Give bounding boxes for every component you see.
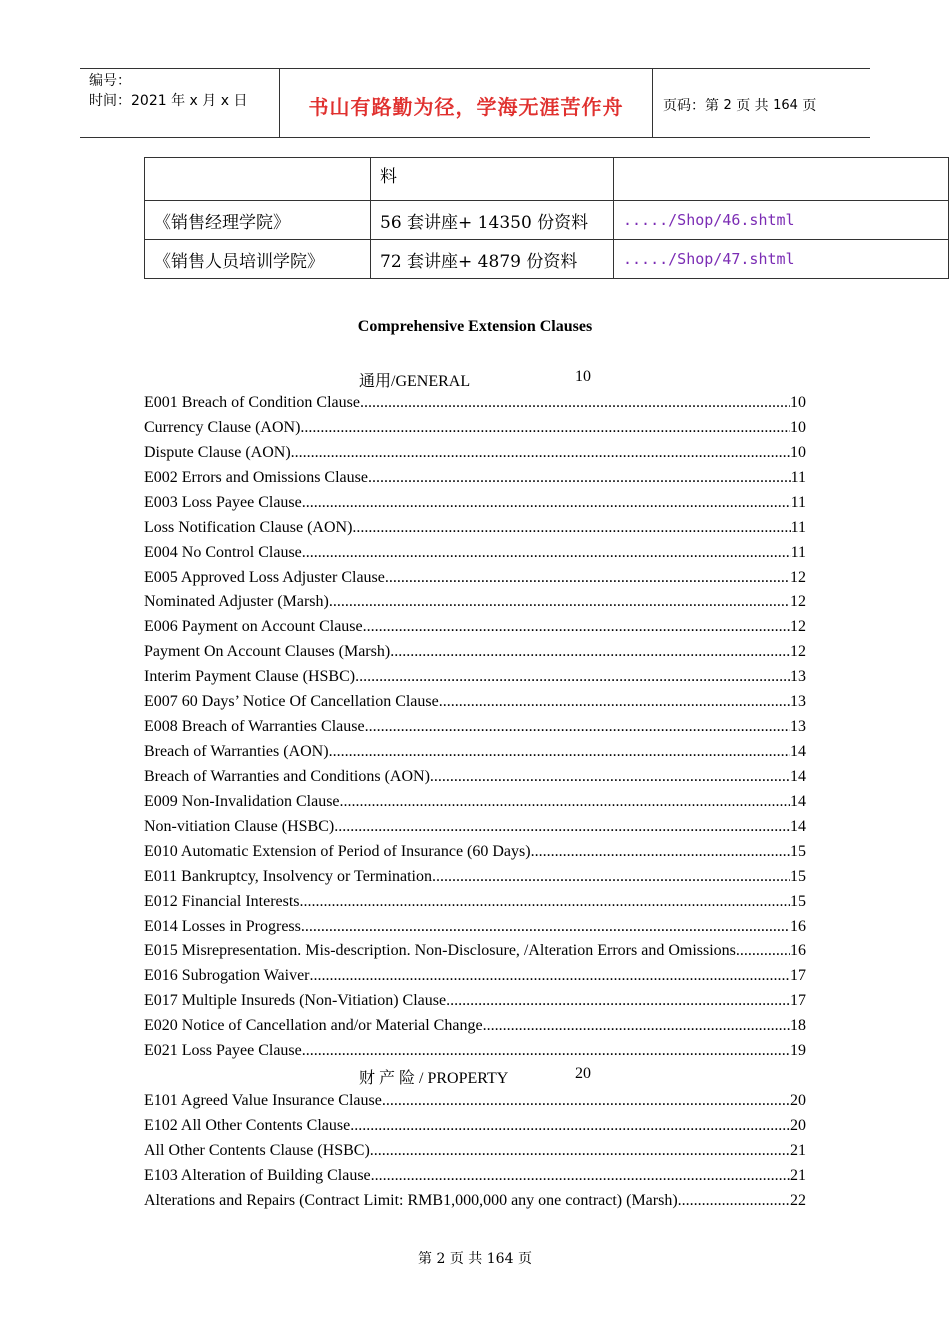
page-total: 164 (773, 97, 798, 113)
toc-leader-dots (355, 667, 790, 687)
toc-entry-page: 14 (790, 817, 806, 835)
footer-suffix: 页 (517, 1251, 532, 1267)
toc-leader-dots (329, 742, 790, 762)
toc-entry-page: 17 (790, 967, 806, 985)
toc-entry-page: 11 (790, 543, 806, 561)
page-mid: 页 共 (736, 98, 769, 114)
toc-leader-dots (430, 767, 790, 787)
toc-entry-page: 20 (790, 1116, 806, 1134)
toc-entry-label: E102 All Other Contents Clause (144, 1116, 351, 1134)
toc-entry[interactable] (144, 991, 806, 1011)
toc-entry-label: E017 Multiple Insureds (Non-Vitiation) Clause (144, 992, 447, 1010)
document-title: Comprehensive Extension Clauses (357, 318, 593, 335)
toc-entry-page: 11 (790, 518, 806, 536)
page-number: 2 (723, 97, 732, 113)
page-footer (0, 1248, 950, 1268)
toc-leader-dots (368, 468, 791, 488)
toc-entry[interactable] (144, 1191, 806, 1211)
section-page: 10 (575, 368, 591, 385)
toc-leader-dots (329, 592, 790, 612)
footer-page: 2 (436, 1251, 446, 1267)
toc-entry[interactable] (144, 792, 806, 812)
toc-entry-label: All Other Contents Clause (HSBC) (144, 1141, 370, 1159)
toc-entry-page: 22 (790, 1191, 806, 1209)
toc-entry-label: Dispute Clause (AON) (144, 443, 291, 461)
toc-entry-page: 16 (790, 917, 806, 935)
toc-entry[interactable] (144, 767, 806, 787)
toc-entry-page: 14 (790, 743, 806, 761)
toc-entry-page: 11 (790, 468, 806, 486)
toc-entry[interactable] (144, 867, 806, 887)
toc-entry[interactable] (144, 1016, 806, 1036)
toc-entry-page: 10 (790, 394, 806, 411)
toc-entry-label: E015 Misrepresentation. Mis-description. Non-Disclosure, /Alteration Errors and Omissions (144, 942, 736, 960)
toc-leader-dots (302, 1041, 790, 1061)
toc-entry-page: 20 (790, 1092, 806, 1110)
toc-entry-label: Loss Notification Clause (AON) (144, 518, 353, 536)
toc-entry-label: E103 Alteration of Building Clause (144, 1166, 371, 1184)
toc-entry[interactable] (144, 667, 806, 687)
toc-entry-label: E020 Notice of Cancellation and/or Material Change (144, 1017, 483, 1035)
toc-entry[interactable] (144, 1166, 806, 1186)
page-suffix: 页 (802, 98, 817, 114)
toc-leader-dots (432, 867, 790, 887)
toc-entry-page: 12 (790, 618, 806, 636)
number-label: 编号： (89, 73, 131, 89)
toc-leader-dots (446, 991, 790, 1011)
toc-entry-label: Breach of Warranties (AON) (144, 743, 329, 761)
toc-entry[interactable] (144, 817, 806, 837)
resource-name: 《销售人员培训学院》 (145, 240, 371, 279)
toc-entry-page: 14 (790, 792, 806, 810)
toc-entry[interactable] (144, 518, 806, 538)
toc-leader-dots (382, 1091, 790, 1111)
toc-leader-dots (340, 792, 790, 812)
resource-content: 72 套讲座+ 4879 份资料 (371, 240, 614, 279)
toc-leader-dots (301, 917, 790, 937)
toc-entry[interactable] (144, 443, 806, 463)
toc-entry-page: 14 (790, 767, 806, 785)
page-prefix: 页码：第 (663, 98, 719, 114)
toc-leader-dots (385, 568, 790, 588)
toc-entry-page: 15 (790, 892, 806, 910)
toc-leader-dots (390, 642, 790, 662)
toc-entry-label: Alterations and Repairs (Contract Limit: RMB1,000,000 any one contract) (Marsh) (144, 1191, 678, 1209)
toc-entry-page: 21 (790, 1166, 806, 1184)
section-label: 财 产 险 / PROPERTY (359, 1070, 509, 1087)
time-label: 时间：2021 年 x 月 x 日 (89, 93, 248, 109)
resource-link[interactable]: ...../Shop/46.shtml (614, 201, 949, 240)
toc-entry-page: 13 (790, 693, 806, 711)
toc-entry-page: 12 (790, 593, 806, 611)
toc-entry-label: E101 Agreed Value Insurance Clause (144, 1092, 382, 1110)
toc-entry-page: 10 (790, 418, 806, 436)
toc-leader-dots (365, 717, 790, 737)
toc-entry[interactable] (144, 1091, 806, 1111)
toc-entry-label: E005 Approved Loss Adjuster Clause (144, 568, 385, 586)
footer-mid: 页 共 (449, 1251, 483, 1267)
toc-entry-page: 13 (790, 718, 806, 736)
toc-entry[interactable] (144, 493, 806, 513)
toc-entry-label: E001 Breach of Condition Clause (144, 394, 360, 411)
toc-entry[interactable] (144, 692, 806, 712)
toc-leader-dots (300, 892, 790, 912)
toc-entry[interactable] (144, 642, 806, 662)
toc-leader-dots (291, 443, 790, 463)
toc-leader-dots (334, 817, 790, 837)
toc-entry-label: E011 Bankruptcy, Insolvency or Termination (144, 867, 432, 885)
toc-leader-dots (370, 1141, 790, 1161)
toc-entry[interactable] (144, 592, 806, 612)
toc-entry[interactable] (144, 1116, 806, 1136)
toc-entry-label: E012 Financial Interests (144, 892, 300, 910)
toc-entry-label: Interim Payment Clause (HSBC) (144, 668, 356, 686)
toc-entry[interactable] (144, 568, 806, 588)
toc-entry-page: 12 (790, 643, 806, 661)
toc-entry[interactable] (144, 418, 806, 438)
footer-prefix: 第 (418, 1251, 433, 1267)
toc-entry-label: E004 No Control Clause (144, 543, 302, 561)
toc-entry-page: 17 (790, 992, 806, 1010)
toc-leader-dots (483, 1016, 790, 1036)
toc-entry[interactable] (144, 941, 806, 961)
toc-entry-label: Currency Clause (AON) (144, 418, 301, 436)
toc-entry-label: E008 Breach of Warranties Clause (144, 718, 365, 736)
toc-entry-page: 21 (790, 1141, 806, 1159)
toc-leader-dots (310, 966, 791, 986)
toc-entry-label: E007 60 Days’ Notice Of Cancellation Clause (144, 693, 439, 711)
resource-content: 料 (371, 158, 614, 201)
toc-leader-dots (371, 1166, 790, 1186)
toc-entry-label: E006 Payment on Account Clause (144, 618, 363, 636)
toc-leader-dots (350, 1116, 790, 1136)
toc-leader-dots (360, 393, 790, 413)
toc-entry[interactable] (144, 892, 806, 912)
section-page: 20 (575, 1065, 591, 1082)
toc-leader-dots (678, 1191, 790, 1211)
toc-entry-page: 16 (790, 942, 806, 960)
toc-entry-page: 18 (790, 1017, 806, 1035)
toc-leader-dots (363, 617, 790, 637)
resource-name: 《销售经理学院》 (145, 201, 371, 240)
toc-entry[interactable] (144, 393, 806, 413)
toc-entry-label: E010 Automatic Extension of Period of Insurance (60 Days) (144, 842, 531, 860)
toc-leader-dots (302, 493, 791, 513)
toc-entry-page: 11 (790, 493, 806, 511)
toc-entry[interactable] (144, 468, 806, 488)
toc-entry[interactable] (144, 917, 806, 937)
toc-leader-dots (439, 692, 790, 712)
resource-content: 56 套讲座+ 14350 份资料 (371, 201, 614, 240)
resource-link[interactable]: ...../Shop/47.shtml (614, 240, 949, 279)
toc-leader-dots (736, 941, 790, 961)
toc-entry[interactable] (144, 842, 806, 862)
toc-entry-label: E014 Losses in Progress (144, 917, 301, 935)
toc-leader-dots (531, 842, 790, 862)
header-motto: 书山有路勤为径，学海无涯苦作舟 (308, 94, 624, 119)
toc-entry-page: 13 (790, 668, 806, 686)
toc-entry[interactable] (144, 742, 806, 762)
toc-entry-page: 15 (790, 842, 806, 860)
footer-total: 164 (486, 1251, 514, 1267)
toc-entry-label: Non-vitiation Clause (HSBC) (144, 817, 335, 835)
toc-entry[interactable] (144, 617, 806, 637)
toc-entry[interactable] (144, 1041, 806, 1061)
section-label: 通用/GENERAL (359, 373, 471, 390)
toc-entry-label: E002 Errors and Omissions Clause (144, 468, 368, 486)
toc-entry-page: 12 (790, 568, 806, 586)
toc-entry-label: E021 Loss Payee Clause (144, 1042, 302, 1060)
toc-entry[interactable] (144, 966, 806, 986)
table-of-contents (144, 0, 806, 1344)
toc-entry-label: E016 Subrogation Waiver (144, 967, 310, 985)
toc-entry-page: 15 (790, 867, 806, 885)
toc-leader-dots (352, 518, 790, 538)
toc-entry-label: Nominated Adjuster (Marsh) (144, 593, 329, 611)
toc-entry-label: Breach of Warranties and Conditions (AON) (144, 767, 430, 785)
toc-entry[interactable] (144, 1141, 806, 1161)
toc-entry[interactable] (144, 717, 806, 737)
toc-entry-label: Payment On Account Clauses (Marsh) (144, 643, 391, 661)
toc-entry-label: E003 Loss Payee Clause (144, 493, 302, 511)
toc-entry[interactable] (144, 543, 806, 563)
toc-leader-dots (302, 543, 791, 563)
toc-leader-dots (300, 418, 790, 438)
toc-entry-page: 19 (790, 1042, 806, 1060)
toc-entry-label: E009 Non-Invalidation Clause (144, 792, 340, 810)
toc-entry-page: 10 (790, 443, 806, 461)
